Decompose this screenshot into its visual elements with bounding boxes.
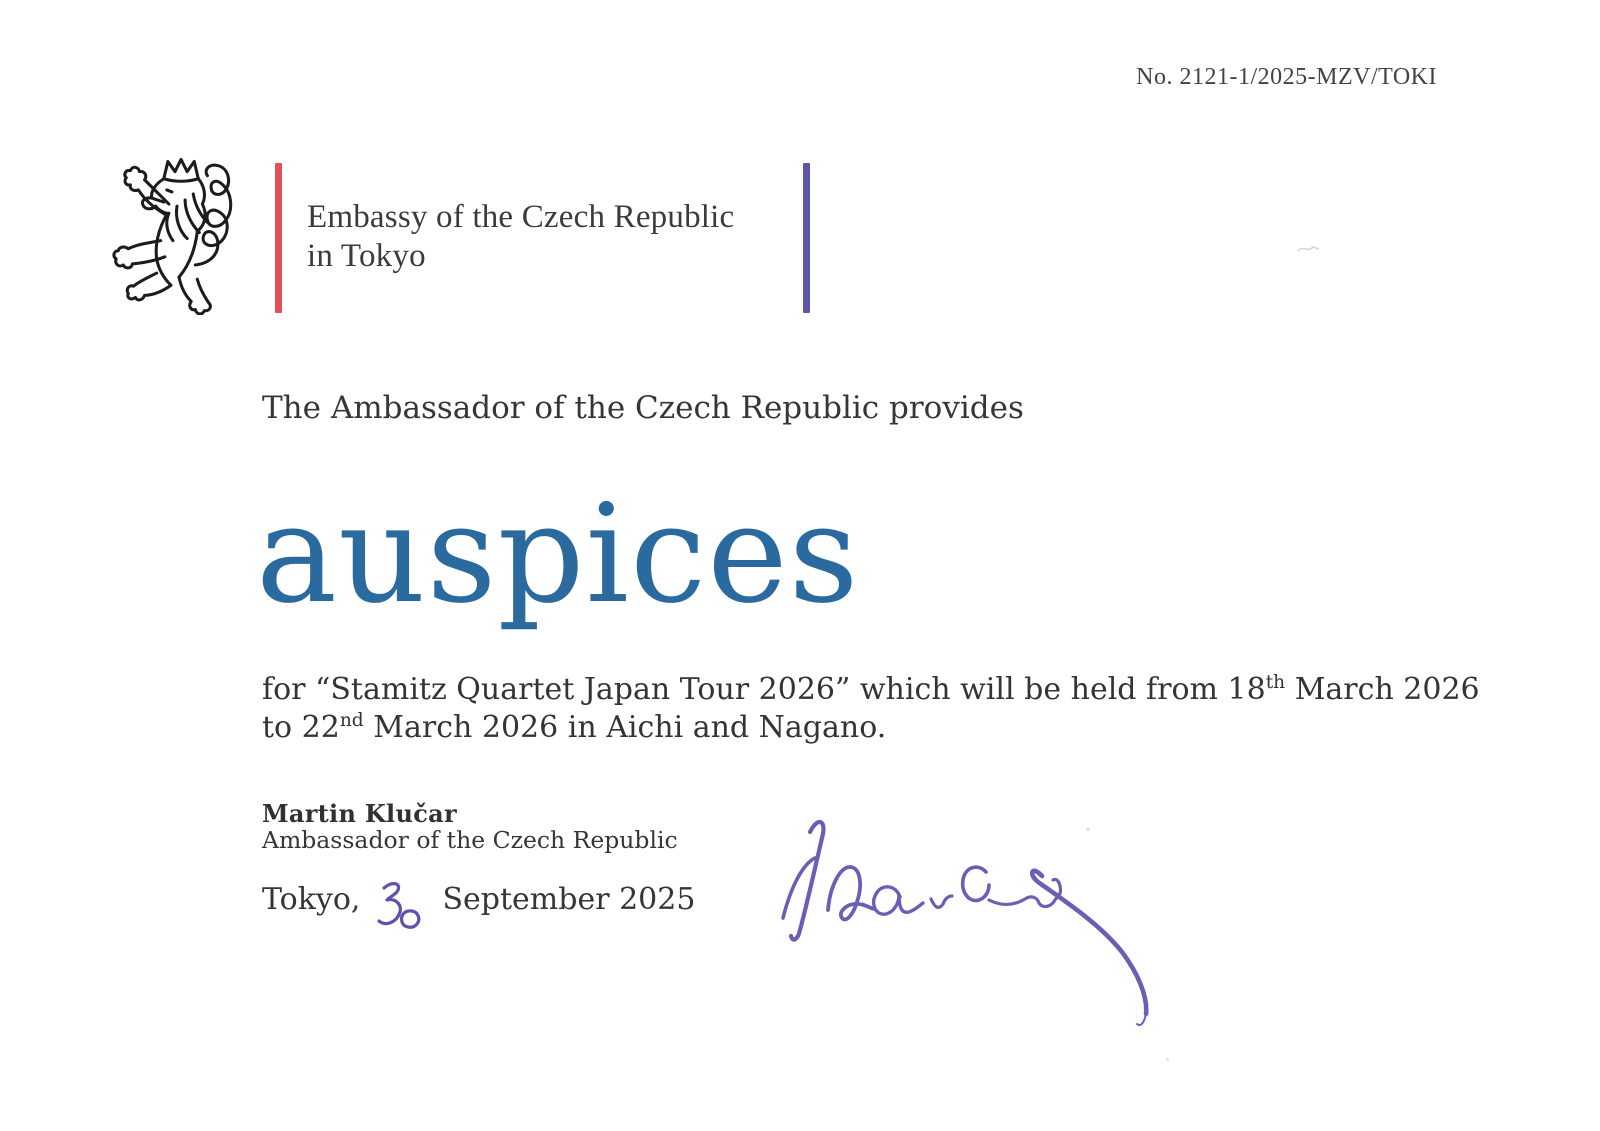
date-line (262, 882, 695, 933)
headline-auspices: auspices (256, 476, 860, 634)
handwritten-day-ink (374, 873, 426, 933)
intro-line: The Ambassador of the Czech Republic provides (262, 390, 1024, 426)
czech-lion-emblem-icon (106, 150, 248, 315)
signatory-name: Martin Klučar (262, 799, 457, 828)
paragraph-line2: to 22nd March 2026 in Aichi and Nagano. (262, 710, 887, 745)
letterhead-line2: in Tokyo (307, 238, 426, 274)
scan-speck (1166, 1058, 1169, 1061)
body-paragraph (262, 671, 1512, 747)
date-place: Tokyo, (262, 882, 361, 917)
reference-number: No. 2121-1/2025-MZV/TOKI (1136, 64, 1437, 90)
scan-smudge (1297, 243, 1321, 255)
purple-accent-bar (803, 163, 810, 313)
handwritten-signature-icon (770, 812, 1250, 1042)
scan-speck (1086, 828, 1090, 831)
date-rest: September 2025 (442, 882, 696, 917)
signatory-title: Ambassador of the Czech Republic (262, 826, 678, 854)
letterhead-name (307, 198, 734, 276)
red-accent-bar (275, 163, 282, 313)
letterhead-line1: Embassy of the Czech Republic (307, 199, 735, 235)
paragraph-line1: for “Stamitz Quartet Japan Tour 2026” which will be held from 18th March 2026 (262, 672, 1480, 707)
